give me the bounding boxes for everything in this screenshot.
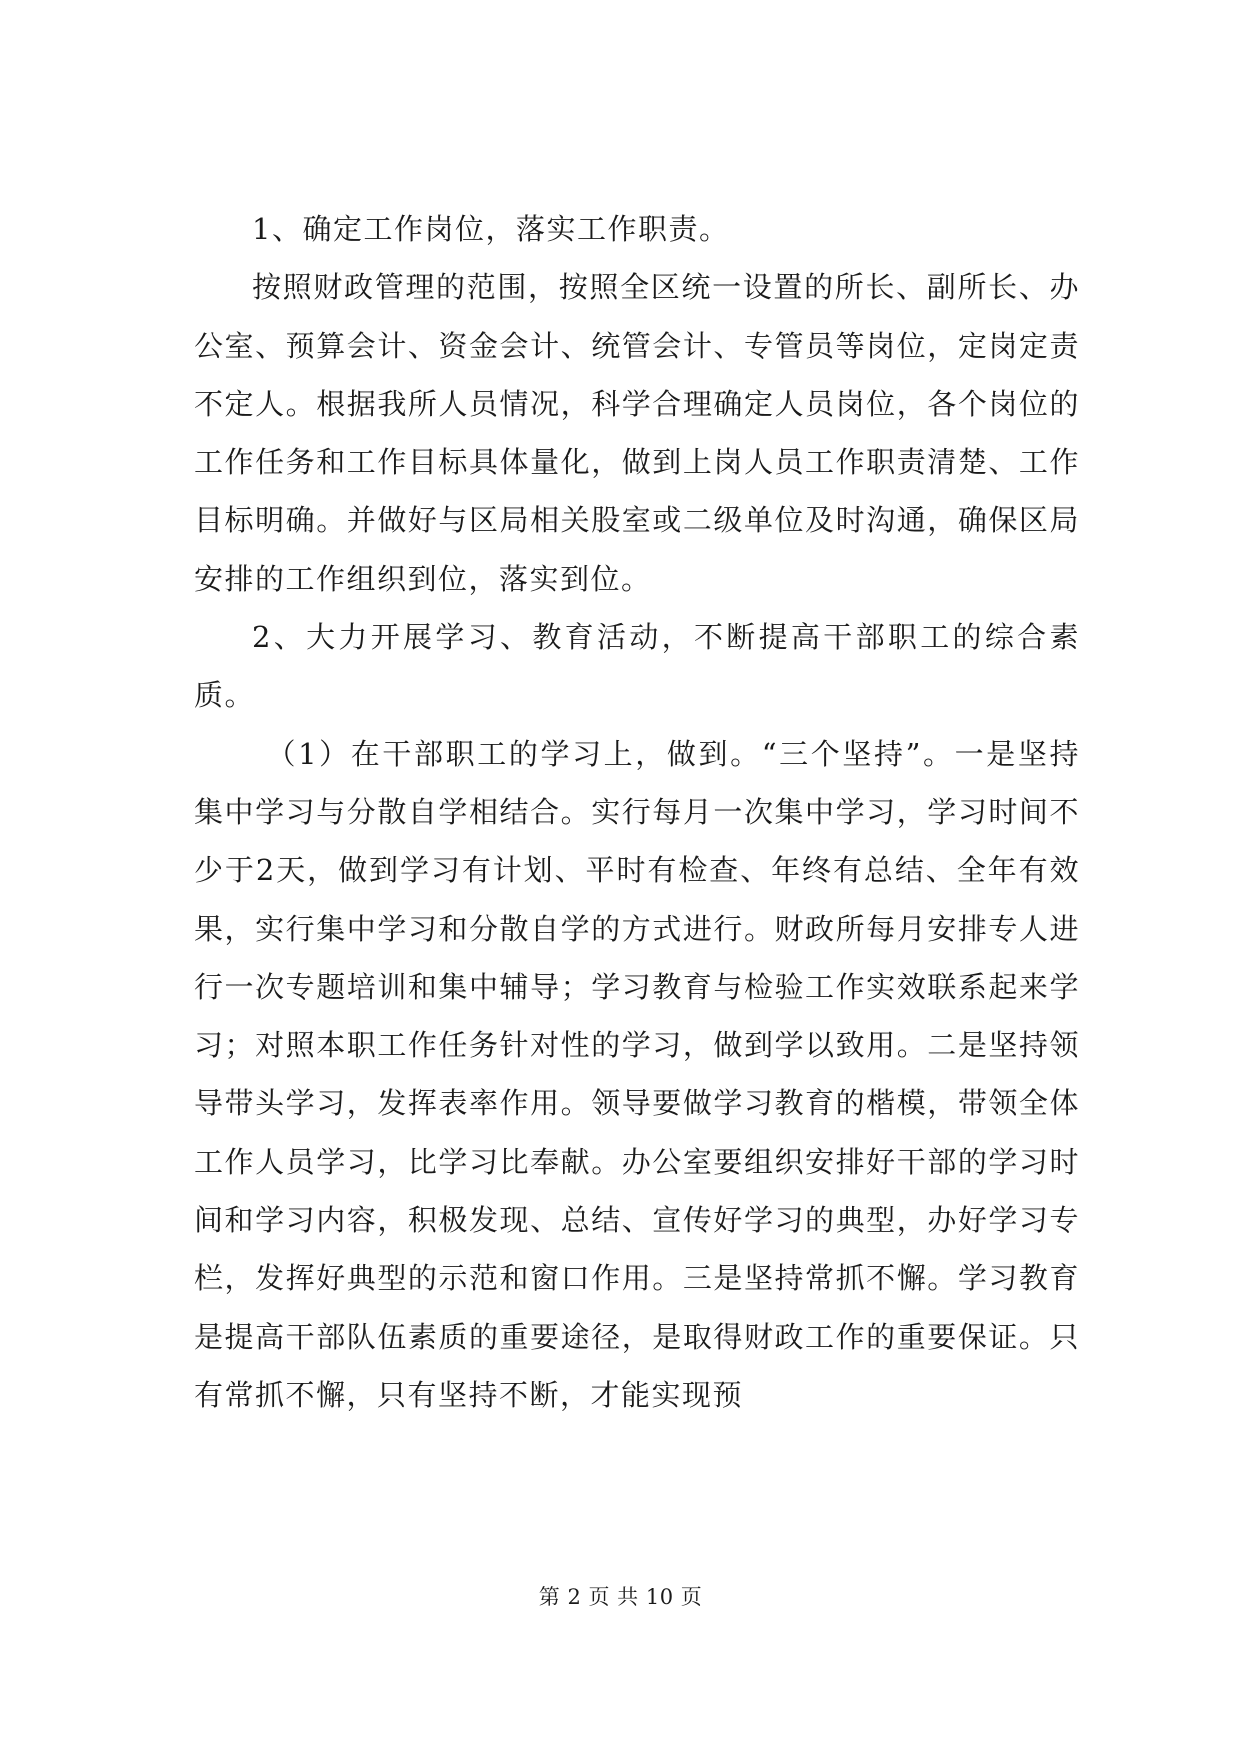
paragraph-three-persistences: （1）在干部职工的学习上，做到。“三个坚持”。一是坚持集中学习与分散自学相结合。实行每月一次集中学习，学习时间不少于2天，做到学习有计划、平时有检查、年终有总结、全年有效果，实行集中学习和分散自学的方式进行。财政所每月安排专人进行一次专题培训和集中辅导；学习教育与检验工作实效联系起来学习；对照本职工作任务针对性的学习，做到学以致用。二是坚持领导带头学习，发挥表率作用。领导要做学习教育的楷模，带领全体工作人员学习，比学习比奉献。办公室要组织安排好干部的学习时间和学习内容，积极发现、总结、宣传好学习的典型，办好学习专栏，发挥好典型的示范和窗口作用。三是坚持常抓不懈。学习教育是提高干部队伍素质的重要途径，是取得财政工作的重要保证。只有常抓不懈，只有坚持不断，才能实现预 bbox=[194, 736, 1080, 1412]
paragraph-job-positions: 按照财政管理的范围，按照全区统一设置的所长、副所长、办公室、预算会计、资金会计、统管会计、专管员等岗位，定岗定责不定人。根据我所人员情况，科学合理确定人员岗位，各个岗位的工作任务和工作目标具体量化，做到上岗人员工作职责清楚、工作目标明确。并做好与区局相关股室或二级单位及时沟通，确保区局安排的工作组织到位，落实到位。 bbox=[194, 270, 1080, 596]
document-body bbox=[194, 200, 1080, 1424]
paragraph-section-1-heading: 1、确定工作岗位，落实工作职责。 bbox=[252, 212, 730, 246]
page-footer: 第 2 页 共 10 页 bbox=[538, 1585, 703, 1609]
paragraph-section-2-heading: 2、大力开展学习、教育活动，不断提高干部职工的综合素质。 bbox=[194, 620, 1080, 713]
